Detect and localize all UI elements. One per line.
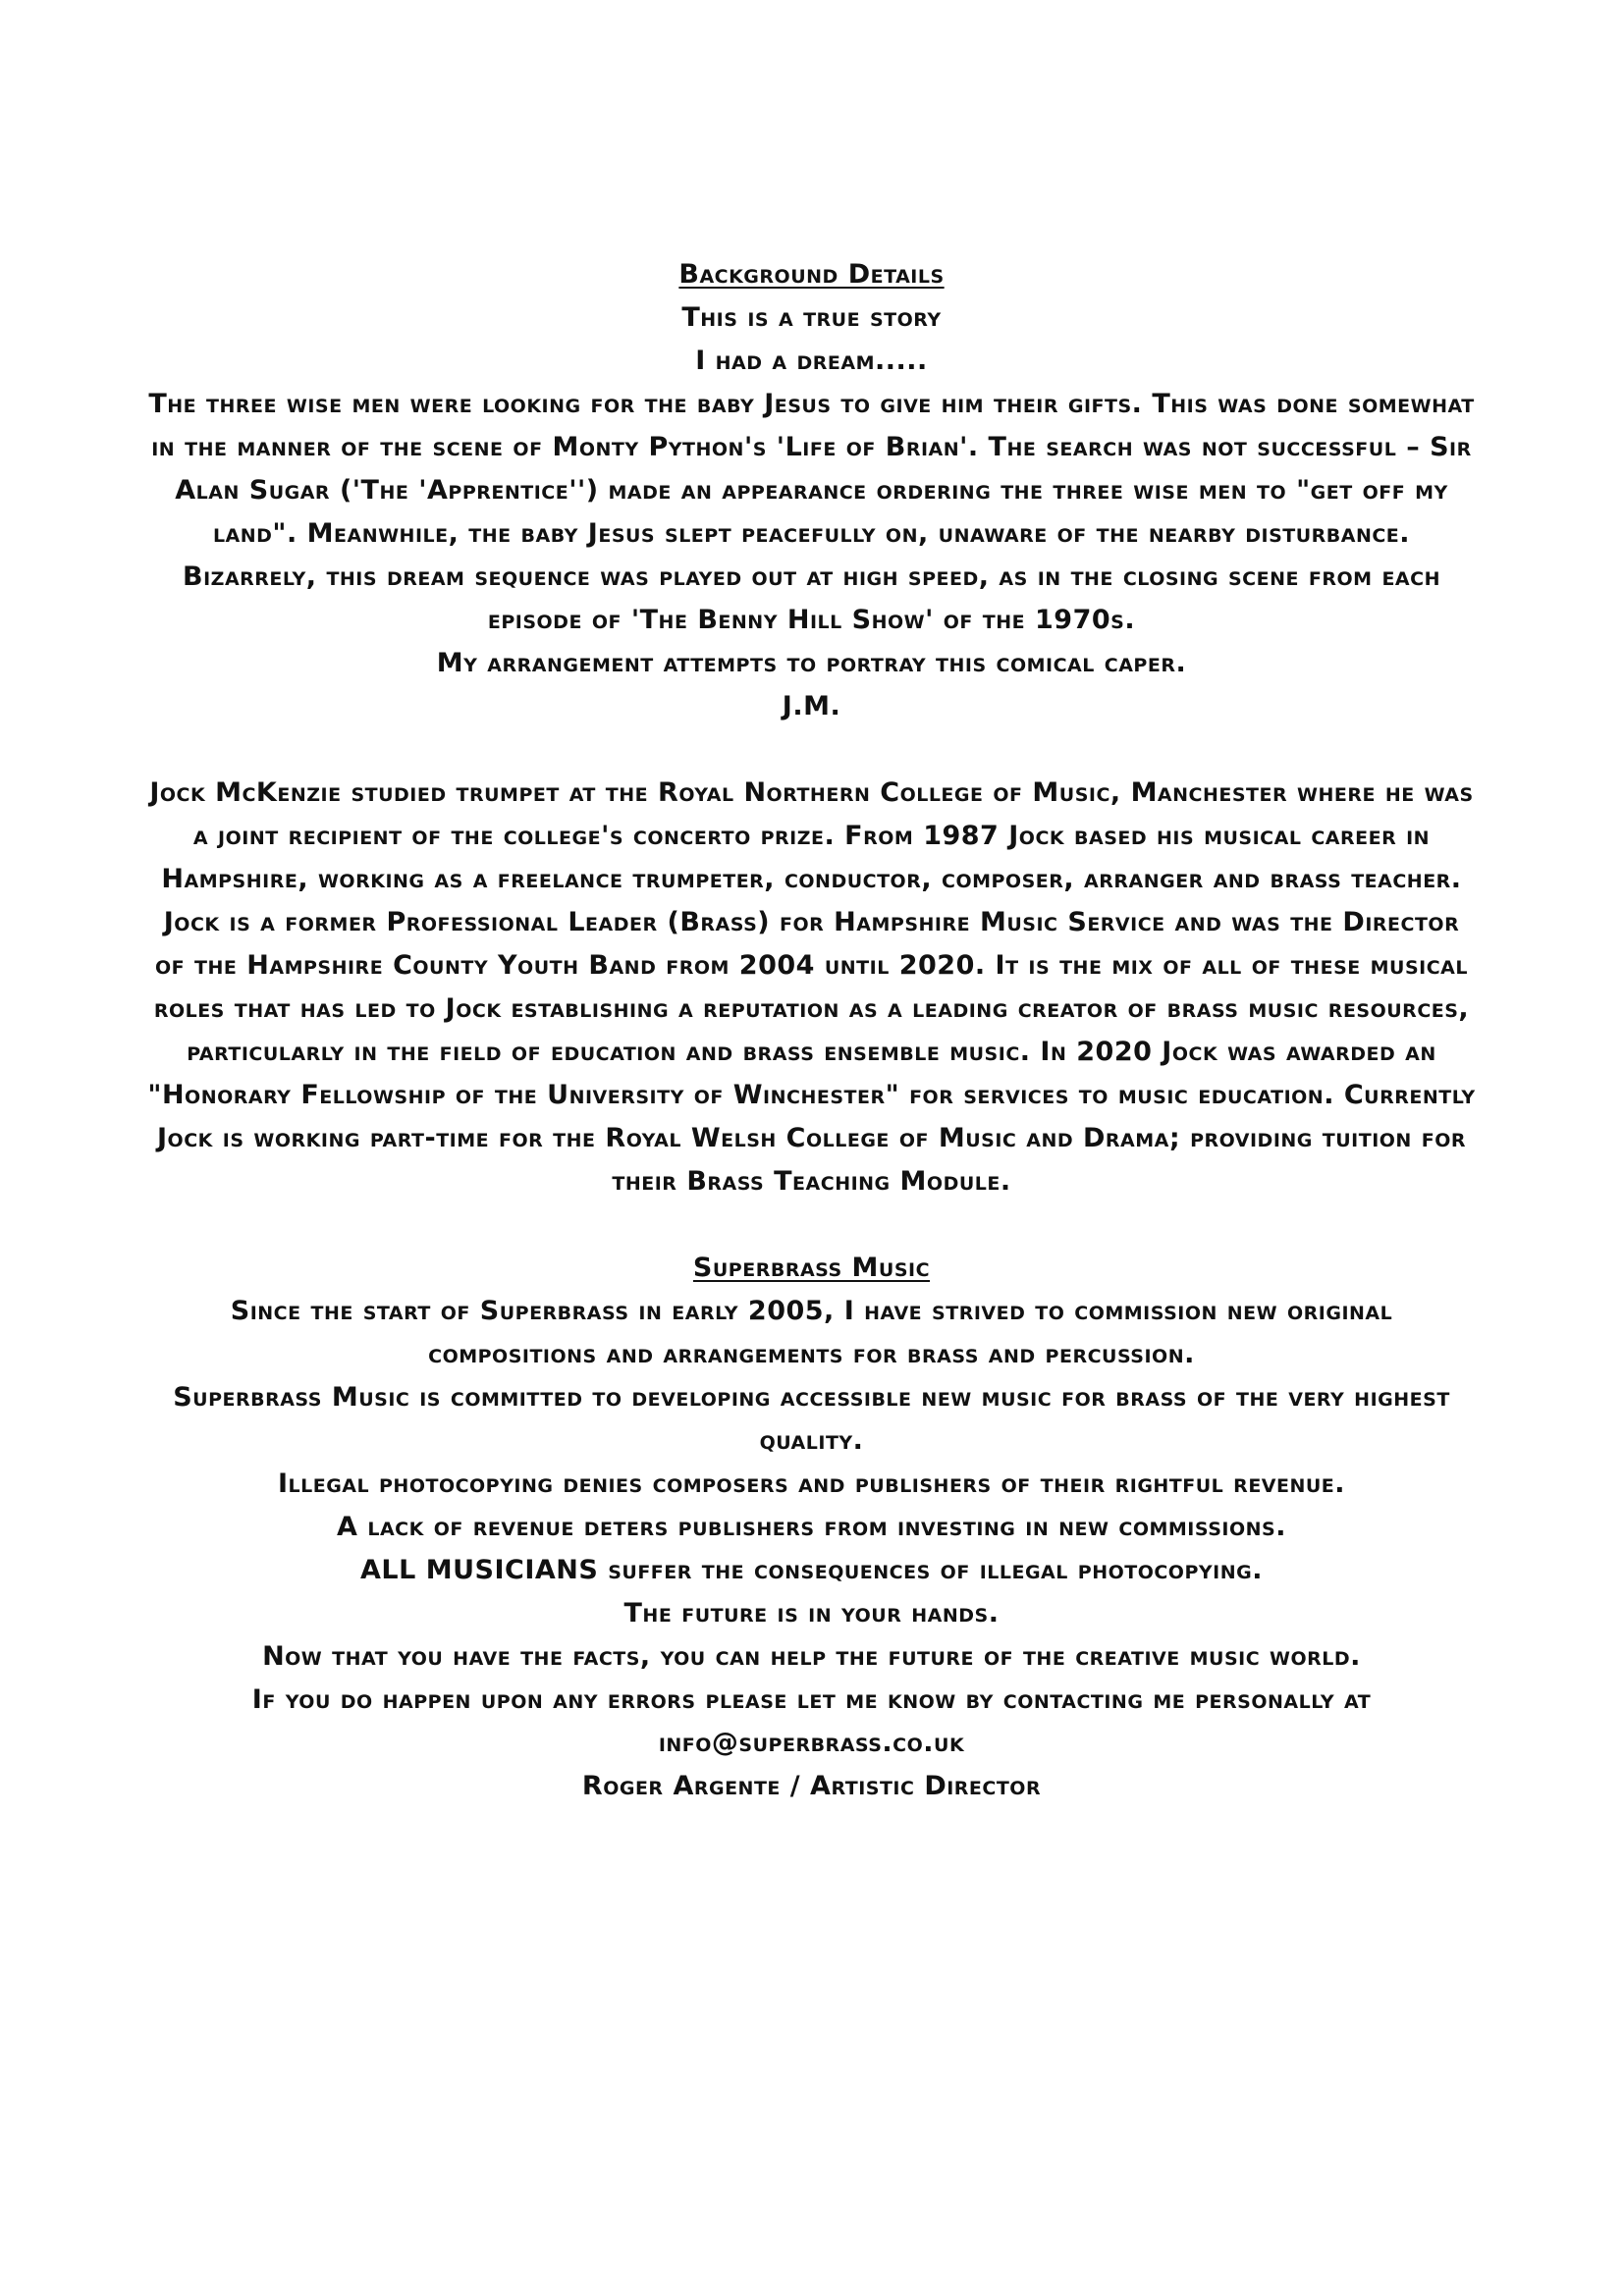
dream-line: I had a dream..... <box>695 346 928 376</box>
signature-line: Roger Argente / Artistic Director <box>581 1771 1042 1801</box>
background-heading: Background Details <box>678 259 945 290</box>
spacer <box>147 1203 1476 1247</box>
superbrass-committed-paragraph: Superbrass Music is committed to developing accessible new music for brass of the very highest quality. <box>173 1382 1450 1456</box>
facts-line: Now that you have the facts, you can help the future of the creative music world. <box>262 1641 1361 1672</box>
all-musicians-emphasis: ALL MUSICIANS <box>360 1555 599 1585</box>
background-paragraph: The three wise men were looking for the baby Jesus to give him their gifts. This was done somewhat in the manner of the scene of Monty Python's 'Life of Brian'. The search was not successful – Sir Alan Sugar ('The 'Apprentice'') made an appearance ordering the three wise men to "get off my land". Meanwhile, the baby Jesus slept peacefully on, unaware of the nearby disturbance. Bizarrely, this dream sequence was played out at high speed, as in the closing scene from each episode of 'The Benny Hill Show' of the 1970s. <box>148 389 1475 635</box>
lack-of-revenue-line: A lack of revenue deters publishers from investing in new commissions. <box>337 1512 1286 1542</box>
composer-biography: Jock McKenzie studied trumpet at the Royal Northern College of Music, Manchester where he was a joint recipient of the college's concerto prize. From 1987 Jock based his musical career in Hampshire, working as a freelance trumpeter, conductor, composer, arranger and brass teacher. Jock is a former Professional Leader (Brass) for Hampshire Music Service and was the Director of the Hampshire County Youth Band from 2004 until 2020. It is the mix of all of these musical roles that has led to Jock establishing a reputation as a leading creator of brass music resources, particularly in the field of education and brass ensemble music. In 2020 Jock was awarded an "Honorary Fellowship of the University of Winchester" for services to music education. Currently Jock is working part-time for the Royal Welsh College of Music and Drama; providing tuition for their Brass Teaching Module. <box>147 777 1476 1197</box>
illegal-photocopying-line: Illegal photocopying denies composers and publishers of their rightful revenue. <box>277 1468 1346 1499</box>
superbrass-since-paragraph: Since the start of Superbrass in early 2005, I have strived to commission new original compositions and arrangements for brass and percussion. <box>230 1296 1393 1369</box>
contact-email: info@superbrass.co.uk <box>658 1728 965 1758</box>
composer-initials: J.M. <box>782 691 841 721</box>
all-musicians-line <box>147 1549 1476 1592</box>
document-page <box>147 253 1476 1808</box>
true-story-line: This is a true story <box>681 302 942 333</box>
errors-line: If you do happen upon any errors please let me know by contacting me personally at <box>251 1684 1372 1715</box>
future-line: The future is in your hands. <box>623 1598 1000 1629</box>
suffer-text: suffer the consequences of illegal photocopying. <box>608 1555 1263 1585</box>
spacer <box>147 728 1476 772</box>
arrangement-line: My arrangement attempts to portray this comical caper. <box>436 648 1187 678</box>
superbrass-heading: Superbrass Music <box>692 1253 931 1283</box>
